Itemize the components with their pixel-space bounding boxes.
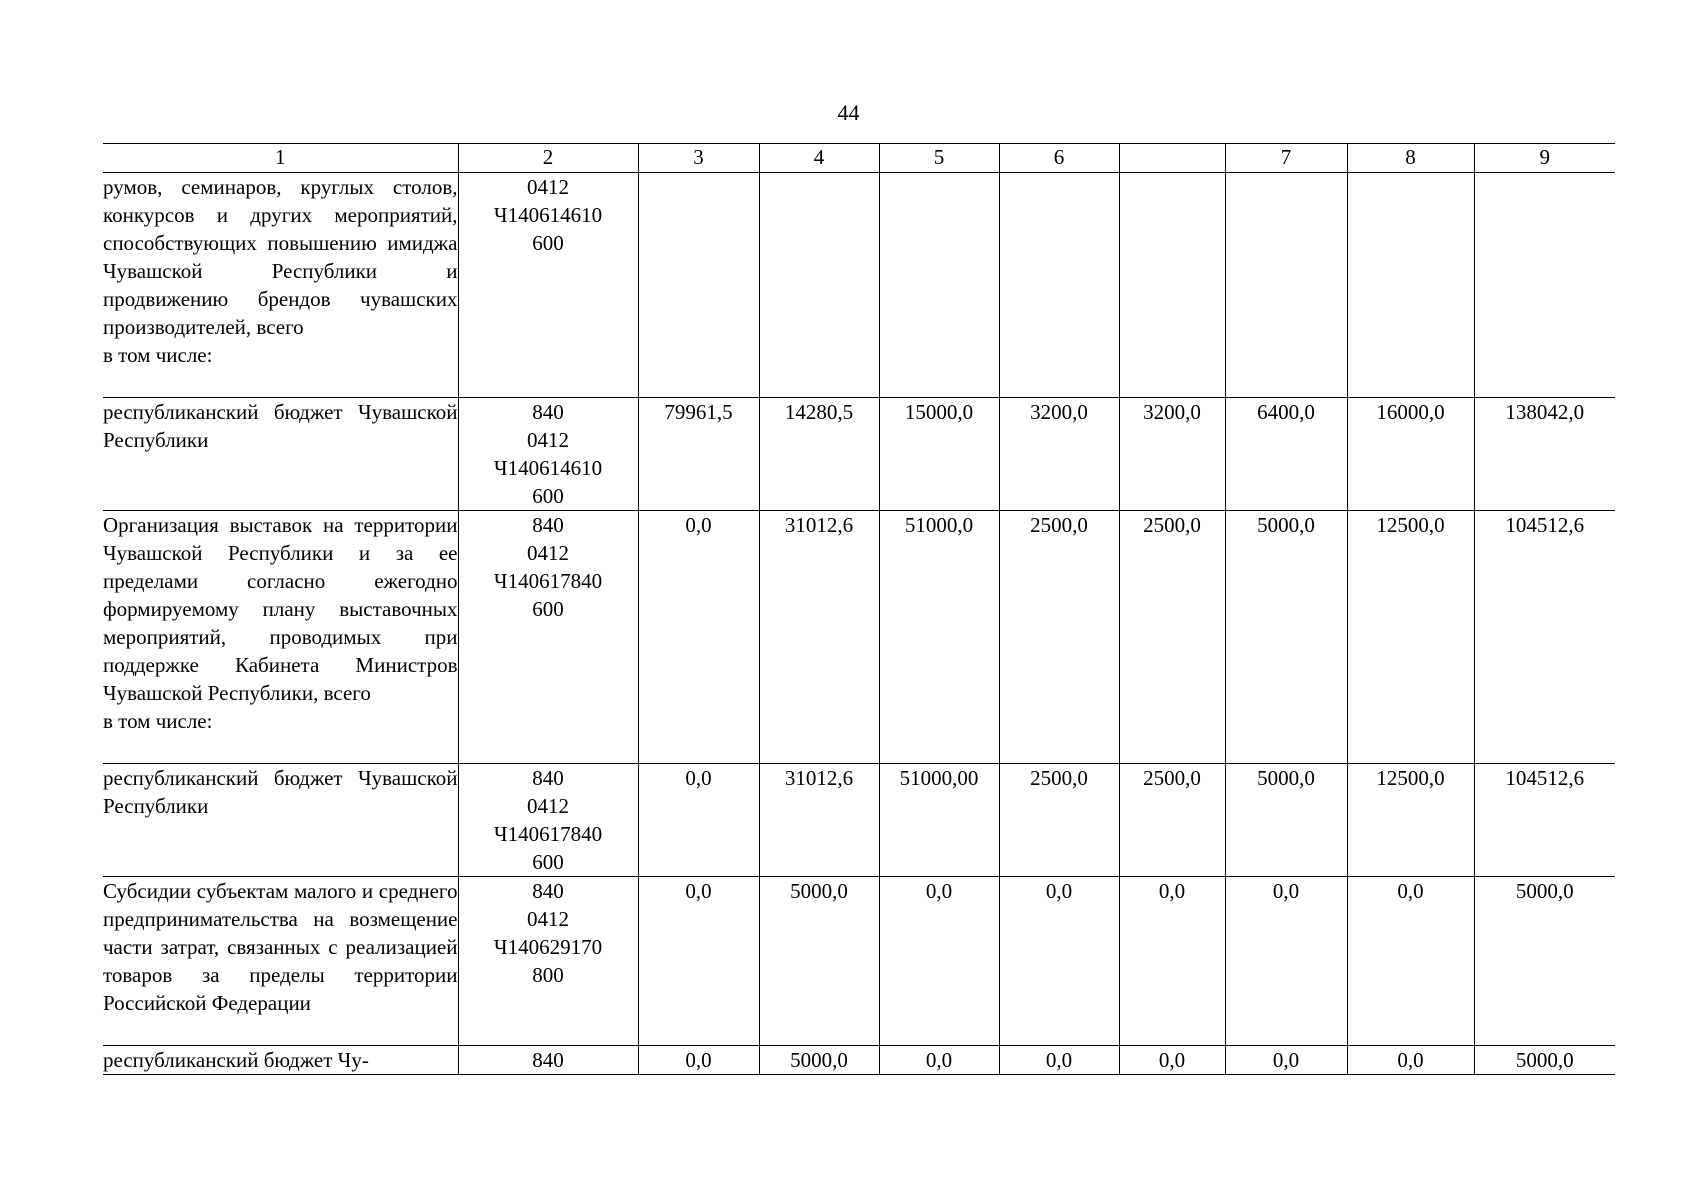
value-cell: 0,0 (1225, 1046, 1347, 1075)
budget-code (458, 764, 638, 877)
header-col-3: 3 (638, 144, 759, 173)
value-cell: 5000,0 (1474, 877, 1615, 1046)
value-cell: 31012,6 (759, 764, 879, 877)
row-description (103, 511, 458, 764)
value-cell: 2500,0 (999, 511, 1119, 764)
code-line: 0412 (527, 541, 569, 565)
description-subtext: в том числе: (103, 343, 213, 367)
value-cell: 5000,0 (1474, 1046, 1615, 1075)
description-text: Организация выставок на территории Чувашской Республики и за ее пределами согласно ежегодно формируемому плану выставочных мероприятий, проводимых при поддержке Кабинета Министров Чувашской Республики, всего (103, 513, 458, 705)
description-subtext: в том числе: (103, 709, 213, 733)
description-text: республиканский бюджет Чувашской Республики (103, 400, 458, 452)
code-line: Ч140617840 (493, 822, 603, 846)
description-text: румов, семинаров, круглых столов, конкурсов и других мероприятий, способствующих повышению имиджа Чувашской Республики и продвижению брендов чувашских производителей, всего (103, 175, 458, 339)
value-cell: 12500,0 (1347, 511, 1474, 764)
value-cell (999, 173, 1119, 398)
value-cell: 0,0 (1347, 1046, 1474, 1075)
budget-code (458, 398, 638, 511)
table-row (103, 173, 1615, 398)
code-line: 600 (532, 484, 564, 508)
value-cell: 3200,0 (1119, 398, 1225, 511)
code-line: 0412 (527, 794, 569, 818)
row-description (103, 173, 458, 398)
code-line: 840 (532, 1048, 564, 1072)
value-cell: 0,0 (1119, 1046, 1225, 1075)
description-text: республиканский бюджет Чувашской Республики (103, 766, 458, 818)
code-line: Ч140629170 (493, 935, 603, 959)
code-line: 840 (532, 879, 564, 903)
code-line: 600 (532, 231, 564, 255)
table-row (103, 1046, 1615, 1075)
value-cell: 51000,00 (879, 764, 999, 877)
code-line: 0412 (527, 428, 569, 452)
value-cell: 0,0 (1225, 877, 1347, 1046)
header-row (103, 144, 1615, 173)
header-col-5: 5 (879, 144, 999, 173)
value-cell: 5000,0 (759, 1046, 879, 1075)
value-cell: 3200,0 (999, 398, 1119, 511)
value-cell (638, 173, 759, 398)
table-row (103, 398, 1615, 511)
header-col-1: 1 (103, 144, 458, 173)
value-cell (1225, 173, 1347, 398)
value-cell: 0,0 (1347, 877, 1474, 1046)
value-cell: 0,0 (879, 1046, 999, 1075)
header-col-2: 2 (458, 144, 638, 173)
value-cell (879, 173, 999, 398)
value-cell: 51000,0 (879, 511, 999, 764)
value-cell: 79961,5 (638, 398, 759, 511)
row-description (103, 1046, 458, 1075)
value-cell: 0,0 (999, 1046, 1119, 1075)
code-line: 840 (532, 766, 564, 790)
header-col-blank (1119, 144, 1225, 173)
row-description (103, 764, 458, 877)
value-cell: 5000,0 (759, 877, 879, 1046)
table-row (103, 877, 1615, 1046)
value-cell: 104512,6 (1474, 511, 1615, 764)
code-line: 600 (532, 850, 564, 874)
value-cell: 5000,0 (1225, 511, 1347, 764)
value-cell: 104512,6 (1474, 764, 1615, 877)
budget-code (458, 1046, 638, 1075)
code-line: 600 (532, 597, 564, 621)
code-line: Ч140614610 (493, 456, 603, 480)
value-cell: 0,0 (1119, 877, 1225, 1046)
code-line: 800 (532, 963, 564, 987)
value-cell: 12500,0 (1347, 764, 1474, 877)
value-cell: 0,0 (638, 511, 759, 764)
value-cell (1119, 173, 1225, 398)
value-cell (759, 173, 879, 398)
value-cell: 2500,0 (1119, 764, 1225, 877)
table-row (103, 764, 1615, 877)
value-cell: 5000,0 (1225, 764, 1347, 877)
page-number: 44 (837, 100, 860, 125)
value-cell: 0,0 (999, 877, 1119, 1046)
value-cell: 0,0 (638, 877, 759, 1046)
budget-code (458, 877, 638, 1046)
value-cell: 138042,0 (1474, 398, 1615, 511)
code-line: 0412 (527, 907, 569, 931)
value-cell: 31012,6 (759, 511, 879, 764)
budget-code (458, 511, 638, 764)
value-cell: 6400,0 (1225, 398, 1347, 511)
budget-table (103, 143, 1615, 1075)
value-cell: 14280,5 (759, 398, 879, 511)
code-line: 840 (532, 513, 564, 537)
value-cell: 0,0 (638, 764, 759, 877)
header-col-7: 7 (1225, 144, 1347, 173)
budget-code (458, 173, 638, 398)
code-line: 840 (532, 400, 564, 424)
code-line: Ч140617840 (493, 569, 603, 593)
row-description (103, 877, 458, 1046)
row-description (103, 398, 458, 511)
description-text: Субсидии субъектам малого и среднего предпринимательства на возмещение части затрат, связанных с реализацией товаров за пределы территории Российской Федерации (103, 879, 458, 1015)
value-cell: 2500,0 (999, 764, 1119, 877)
value-cell: 16000,0 (1347, 398, 1474, 511)
value-cell: 0,0 (638, 1046, 759, 1075)
value-cell: 0,0 (879, 877, 999, 1046)
header-col-4: 4 (759, 144, 879, 173)
header-col-6: 6 (999, 144, 1119, 173)
code-line: 0412 (527, 175, 569, 199)
description-text: республиканский бюджет Чу- (103, 1048, 369, 1072)
header-col-8: 8 (1347, 144, 1474, 173)
value-cell (1347, 173, 1474, 398)
value-cell: 2500,0 (1119, 511, 1225, 764)
table-header (103, 144, 1615, 173)
code-line: Ч140614610 (493, 203, 603, 227)
table-row (103, 511, 1615, 764)
value-cell: 15000,0 (879, 398, 999, 511)
value-cell (1474, 173, 1615, 398)
header-col-9: 9 (1474, 144, 1615, 173)
